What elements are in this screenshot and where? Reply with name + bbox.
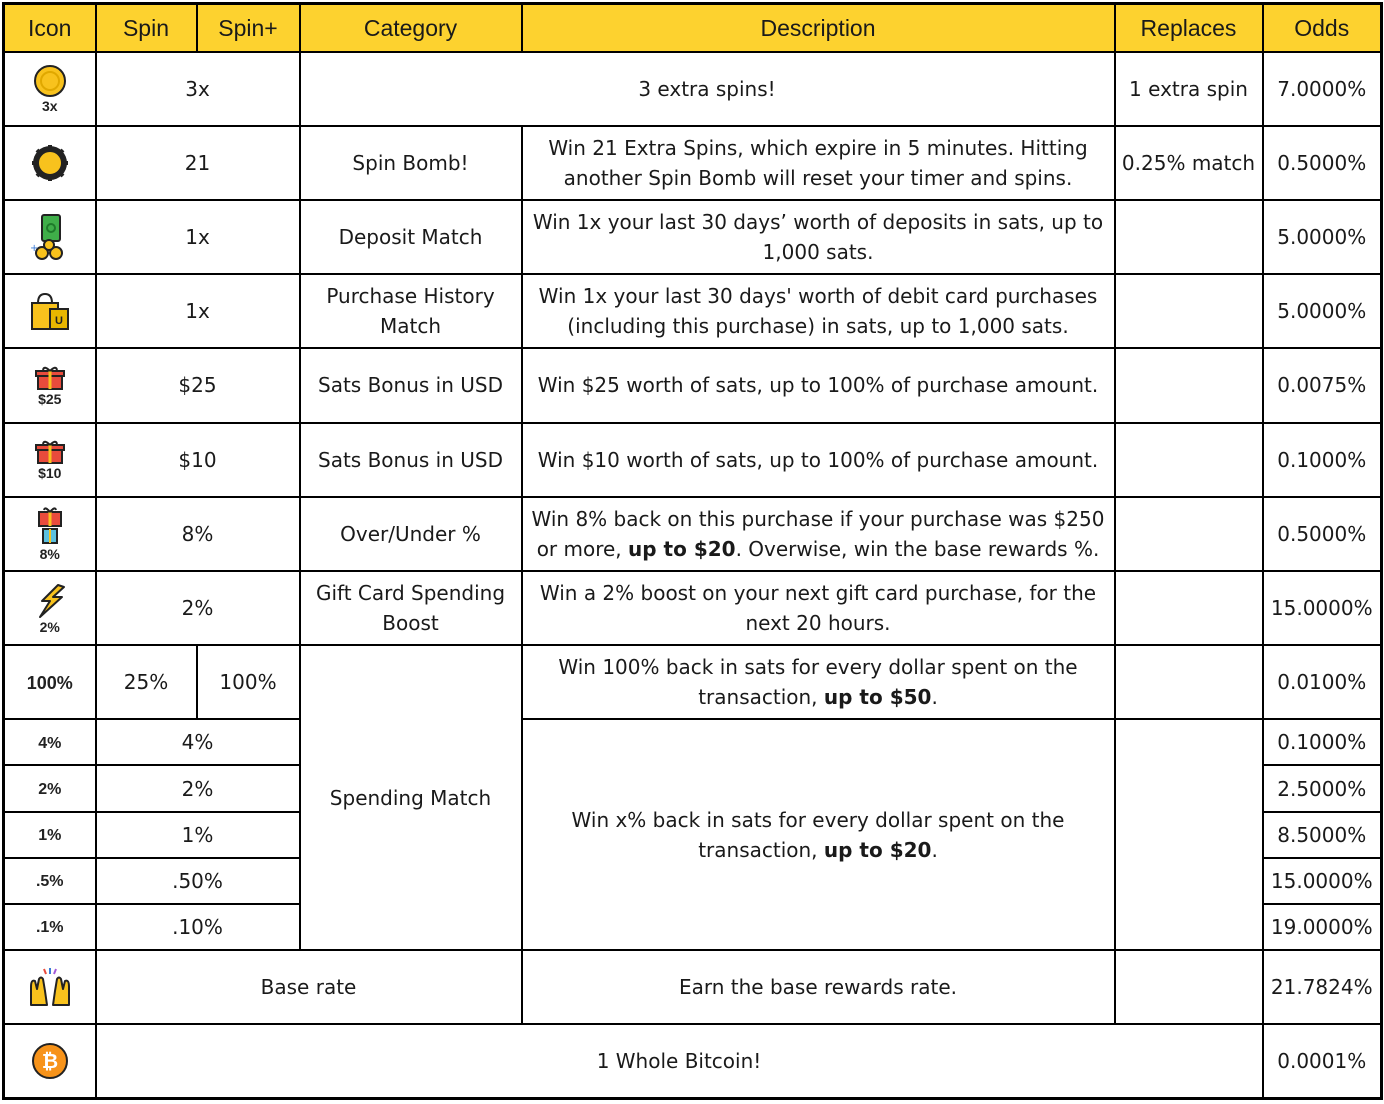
spin-value: 1% <box>96 812 300 858</box>
odds-value: 0.5000% <box>1263 497 1382 571</box>
svg-text:U: U <box>54 315 63 328</box>
spin-value: 2% <box>96 571 300 645</box>
svg-text:₿: ₿ <box>41 1049 58 1074</box>
stacked-gifts-icon <box>36 506 64 546</box>
odds-value: 5.0000% <box>1263 200 1382 274</box>
table-row <box>4 52 1382 126</box>
percent-icon: .1% <box>35 919 64 937</box>
category: Gift Card Spending Boost <box>300 571 522 645</box>
icon-caption: 3x <box>41 98 58 115</box>
odds-value: 5.0000% <box>1263 274 1382 348</box>
spin-value: 8% <box>96 497 300 571</box>
header-icon: Icon <box>4 4 96 52</box>
table-row <box>4 126 1382 200</box>
header-spin-plus: Spin+ <box>197 4 300 52</box>
category: Spin Bomb! <box>300 126 522 200</box>
description: Win 8% back on this purchase if your purchase was $250 or more, up to $20. Overwise, win the base rewards %. <box>522 497 1115 571</box>
percent-icon: 4% <box>38 734 62 752</box>
icon-caption: 2% <box>39 618 60 635</box>
spin-plus-value: 100% <box>197 645 300 719</box>
category: Spending Match <box>300 645 522 950</box>
spin-value: 21 <box>96 126 300 200</box>
header-row <box>4 4 1382 52</box>
table-row <box>4 200 1382 274</box>
replaces-value <box>1115 950 1263 1024</box>
spin-value: 1x <box>96 200 300 274</box>
replaces-value <box>1115 274 1263 348</box>
replaces-value <box>1115 200 1263 274</box>
category: Deposit Match <box>300 200 522 274</box>
description: Win 1x your last 30 days’ worth of deposits in sats, up to 1,000 sats. <box>522 200 1115 274</box>
spin-value: $10 <box>96 423 300 497</box>
replaces-value: 1 extra spin <box>1115 52 1263 126</box>
category: Sats Bonus in USD <box>300 348 522 422</box>
odds-value: 15.0000% <box>1263 858 1382 904</box>
replaces-value <box>1115 719 1263 950</box>
shopping-bags-icon <box>28 291 72 331</box>
spin-value: 2% <box>96 765 300 811</box>
odds-value: 15.0000% <box>1263 571 1382 645</box>
table-row <box>4 1024 1382 1098</box>
table-row <box>4 497 1382 571</box>
description: Win 100% back in sats for every dollar spent on the transaction, up to $50. <box>522 645 1115 719</box>
description: Win x% back in sats for every dollar spent on the transaction, up to $20. <box>522 719 1115 950</box>
spin-value: 25% <box>96 645 197 719</box>
percent-icon: 1% <box>38 827 62 845</box>
table-row <box>4 423 1382 497</box>
raised-hands-icon <box>27 967 73 1007</box>
replaces-value <box>1115 497 1263 571</box>
coin-icon <box>33 64 67 98</box>
table-row <box>4 571 1382 645</box>
percent-icon: 100% <box>26 672 73 693</box>
table-row <box>4 719 1382 765</box>
icon-caption: $10 <box>38 465 62 482</box>
percent-icon: .5% <box>35 873 64 891</box>
spin-value: .50% <box>96 858 300 904</box>
table-row <box>4 645 1382 719</box>
spin-value: 1x <box>96 274 300 348</box>
description: Win $10 worth of sats, up to 100% of purchase amount. <box>522 423 1115 497</box>
table-row <box>4 274 1382 348</box>
replaces-value <box>1115 645 1263 719</box>
odds-value: 0.1000% <box>1263 719 1382 765</box>
replaces-value <box>1115 348 1263 422</box>
icon-caption: $25 <box>38 390 62 407</box>
replaces-value <box>1115 571 1263 645</box>
description: Win $25 worth of sats, up to 100% of purchase amount. <box>522 348 1115 422</box>
table-row <box>4 348 1382 422</box>
gift-icon <box>35 439 65 465</box>
odds-value: 19.0000% <box>1263 904 1382 950</box>
header-spin: Spin <box>96 4 197 52</box>
header-odds: Odds <box>1263 4 1382 52</box>
rewards-table <box>2 2 1383 1100</box>
odds-value: 21.7824% <box>1263 950 1382 1024</box>
percent-icon: 2% <box>38 781 62 799</box>
spin-value: 4% <box>96 719 300 765</box>
header-category: Category <box>300 4 522 52</box>
category: Base rate <box>96 950 522 1024</box>
table-row <box>4 950 1382 1024</box>
category: Purchase History Match <box>300 274 522 348</box>
spin-value: 3x <box>96 52 300 126</box>
odds-value: 2.5000% <box>1263 765 1382 811</box>
svg-text:+: + <box>29 243 39 254</box>
spin-value: .10% <box>96 904 300 950</box>
replaces-value <box>1115 423 1263 497</box>
header-replaces: Replaces <box>1115 4 1263 52</box>
description: Win 21 Extra Spins, which expire in 5 minutes. Hitting another Spin Bomb will reset your timer and spins. <box>522 126 1115 200</box>
odds-value: 0.5000% <box>1263 126 1382 200</box>
replaces-value: 0.25% match <box>1115 126 1263 200</box>
odds-value: 0.0100% <box>1263 645 1382 719</box>
description: Win 1x your last 30 days' worth of debit card purchases (including this purchase) in sats, up to 1,000 sats. <box>522 274 1115 348</box>
category: Over/Under % <box>300 497 522 571</box>
odds-value: 0.0001% <box>1263 1024 1382 1098</box>
description: Earn the base rewards rate. <box>522 950 1115 1024</box>
money-coins-icon <box>28 211 72 263</box>
bitcoin-icon <box>31 1042 69 1080</box>
description: Win a 2% boost on your next gift card purchase, for the next 20 hours. <box>522 571 1115 645</box>
odds-value: 0.1000% <box>1263 423 1382 497</box>
odds-value: 0.0075% <box>1263 348 1382 422</box>
bomb-gear-icon <box>31 144 69 182</box>
gift-icon <box>35 365 65 391</box>
header-description: Description <box>522 4 1115 52</box>
odds-value: 8.5000% <box>1263 812 1382 858</box>
description: 3 extra spins! <box>300 52 1115 126</box>
icon-caption: 8% <box>39 546 60 563</box>
description: 1 Whole Bitcoin! <box>96 1024 1263 1098</box>
lightning-icon <box>32 583 68 619</box>
category: Sats Bonus in USD <box>300 423 522 497</box>
spin-value: $25 <box>96 348 300 422</box>
odds-value: 7.0000% <box>1263 52 1382 126</box>
